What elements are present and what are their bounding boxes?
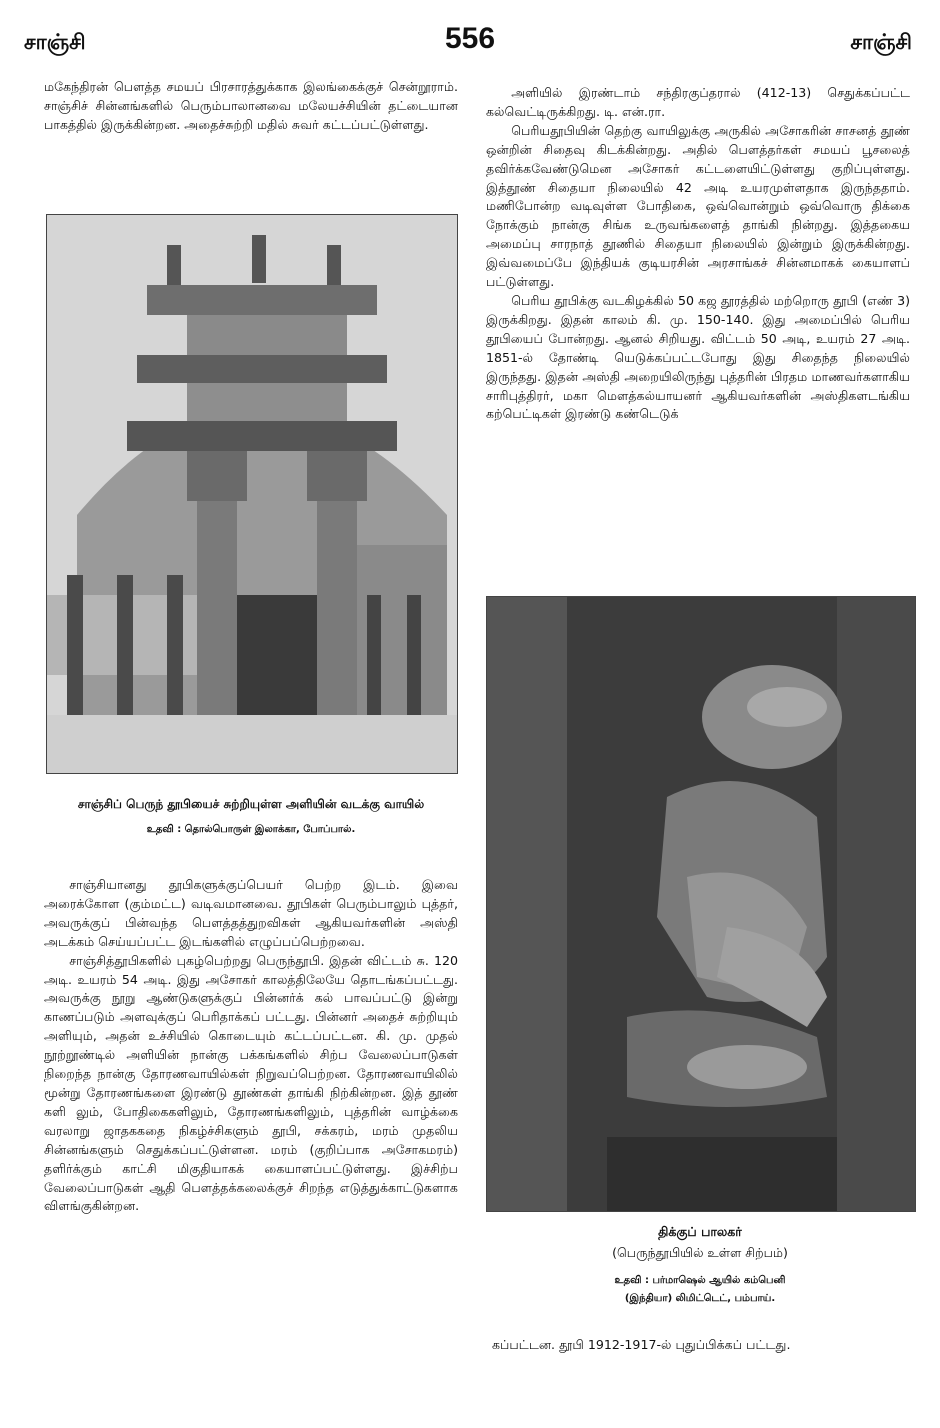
page-header (0, 22, 940, 62)
left-column-bottom-text (44, 876, 458, 1216)
sculpture-photo-image (487, 597, 915, 1211)
figure-credit (486, 1272, 914, 1308)
guardian-sculpture-photo (486, 596, 916, 1212)
figure-credit-line: (இந்தியா) லிமிட்டெட், பம்பாய். (624, 1293, 776, 1304)
figure-credit-line: உதவி : பர்மாஷெல் ஆயில் கம்பெனி (614, 1275, 786, 1286)
paragraph: கப்பட்டன. தூபி 1912-1917-ல் புதுப்பிக்கப் பட்டது. (492, 1337, 791, 1352)
gateway-photo-caption (44, 794, 458, 836)
figure-caption: சாஞ்சிப் பெருந் தூபியைச் சுற்றியுள்ள அளியின் வடக்கு வாயில் (77, 797, 425, 811)
paragraph: மகேந்திரன் பௌத்த சமயப் பிரசாரத்துக்காக இலங்கைக்குச் சென்றூராம். சாஞ்சிச் சின்னங்களில் பெரும்பாலானவை மலேயச்சியின் தட்டையான பாகத்தில் இருக்கின்றன. அதைச்சுற்றி மதில் சுவர் கட்டப்பட்டுள்ளது. (44, 79, 458, 132)
sculpture-photo-caption (486, 1222, 914, 1308)
paragraph: பெரியதூபியின் தெற்கு வாயிலுக்கு அருகில் அசோகரின் சாசனத் தூண் ஒன்றின் சிதைவு கிடக்கின்றது. அதில் பௌத்தர்கள் சமயப் பூசலைத் தவிர்க்கவேண்டுமென அசோகர் கட்டளையிட்டுள்ளது குறிப்புள்ளது. இத்தூண் சிதையா நிலையில் 42 அடி உயரமுள்ளதாக இருந்ததாம். மணிபோன்ற வடிவுள்ள போதிகை, ஒவ்வொன்றும் ஒவ்வொரு திக்கை நோக்கும் நான்கு சிங்க உருவங்களைத் தாங்கி நின்றது. இத்தகைய அமைப்பு சாரநாத் தூணில் சிதையா நிலையில் இன்றும் இருக்கின்றது. இவ்வமைப்பே இந்தியக் குடியரசின் அரசாங்கச் சின்னமாகக் கையாளப் பட்டுள்ளது. (486, 122, 910, 290)
running-title-right: சாஞ்சி (850, 30, 912, 54)
figure-subcaption: (பெருந்தூபியில் உள்ள சிற்பம்) (612, 1245, 788, 1260)
paragraph: பெரிய தூபிக்கு வடகிழக்கில் 50 கஜ தூரத்தில் மற்றொரு தூபி (எண் 3) இருக்கிறது. இதன் காலம் கி. மு. 150-140. இது அமைப்பில் பெரிய தூபியைப் போன்றது. ஆனல் சிறியது. விட்டம் 50 அடி, உயரம் 27 அடி. 1851-ல் தோண்டி யெடுக்கப்பட்டபோது இது சிதைந்த நிலையில் இருந்தது. இதன் அஸ்தி அறையிலிருந்து புத்தரின் பிரதம மாணவர்களாகிய சாரிபுத்திரர், மகா மௌத்கல்யாயனர் ஆகியவர்களின் அஸ்திகளடங்கிய கற்பெட்டிகள் இரண்டு கண்டெடுக் (486, 292, 910, 422)
paragraph: சாஞ்சியானது தூபிகளுக்குப்பெயர் பெற்ற இடம். இவை அரைக்கோள (கும்மட்ட) வடிவமானவை. தூபிகள் பெரும்பாலும் புத்தர், அவருக்குப் பின்வந்த பௌத்தத்துறவிகள் ஆகியவர்களின் அஸ்தி அடக்கம் செய்யப்பட்ட இடங்களில் எழுப்பப்பெற்றவை. (44, 877, 458, 949)
running-title-left: சாஞ்சி (24, 30, 86, 54)
sanchi-north-gateway-photo (46, 214, 458, 774)
right-column-top-text (486, 84, 910, 424)
paragraph: அளியில் இரண்டாம் சந்திரகுப்தரால் (412-13) செதுக்கப்பட்ட கல்வெட்டிருக்கிறது. டி. என்.ரா. (486, 85, 910, 119)
right-column-bottom-text (492, 1336, 916, 1355)
paragraph: சாஞ்சித்தூபிகளில் புகழ்பெற்றது பெருந்தூபி. இதன் விட்டம் சு. 120 அடி. உயரம் 54 அடி. இது அசோகர் காலத்திலேயே தொடங்கப்பட்டது. அவருக்கு நூறு ஆண்டுகளுக்குப் பின்னர்க் கல் பாவப்பட்டு இன்று காணப்படும் அளவுக்குப் பெரிதாக்கப் பட்டது. பின்னர் அதைச் சுற்றியும் அளியும், அதன் உச்சியில் கொடையும் கட்டப்பட்டன. கி. மு. முதல் நூற்றூண்டில் அளியின் நான்கு பக்கங்களில் சிற்ப வேலைப்பாடுகள் நிறைந்த நான்கு தோரணவாயில்கள் நிறுவப்பெற்றன. தோரணவாயிலில் மூன்று தோரணங்களை இரண்டு தூண்கள் தாங்கி நிற்கின்றன. இத் தூண் களி லும், போதிகைகளிலும், தோரணங்களிலும், புத்தரின் வாழ்க்கை வரலாறு ஜாதககதை நிகழ்ச்சிகளும் தூபி, சக்கரம், மரம் முதலிய சின்னங்களும் செதுக்கப்பட்டுள்ளன. மரம் (குறிப்பாக அசோகமரம்) தளிர்க்கும் காட்சி மிகுதியாகக் கையாளப்பட்டுள்ளது. இச்சிற்ப வேலைப்பாடுகள் ஆதி பௌத்தக்கலைக்குச் சிறந்த எடுத்துக்காட்டுகளாக விளங்குகின்றன. (44, 952, 458, 1214)
gateway-photo-image (47, 215, 457, 773)
page-number: 556 (444, 22, 496, 55)
left-column-top-text (44, 78, 458, 135)
figure-caption: திக்குப் பாலகர் (658, 1224, 742, 1239)
figure-credit: உதவி : தொல்பொருள் இலாக்கா, போப்பால். (146, 824, 356, 835)
